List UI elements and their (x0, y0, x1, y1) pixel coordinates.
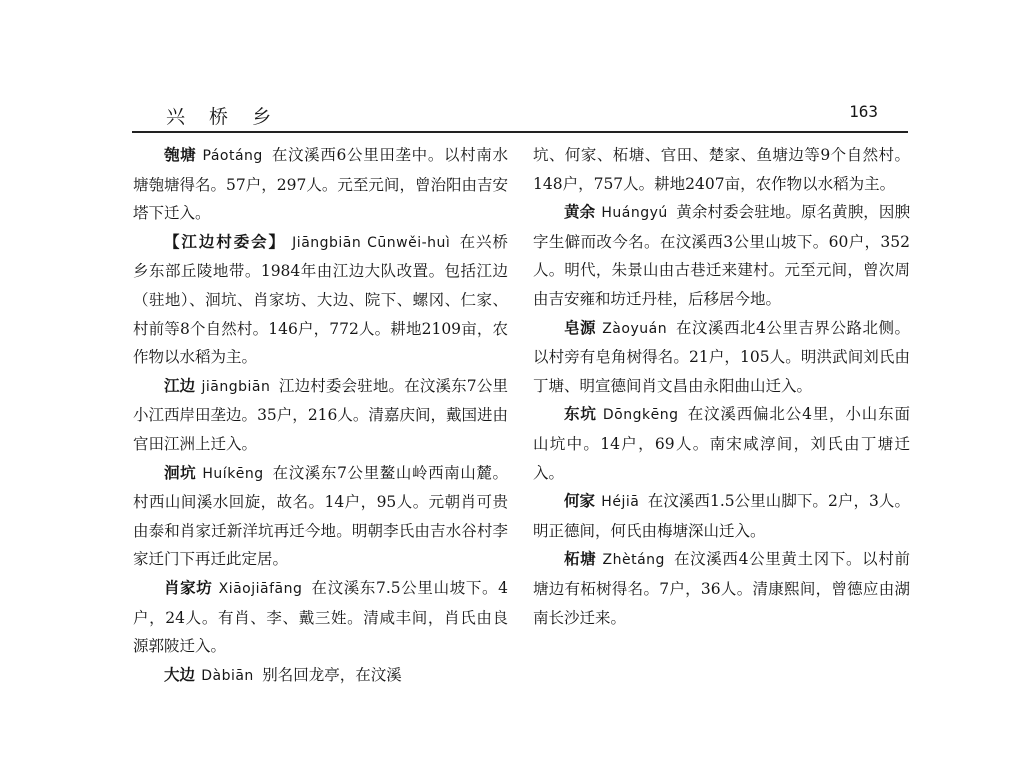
entry-name: 洄坑 (164, 462, 197, 482)
section-title: 兴 桥 乡 (166, 106, 281, 128)
right-column (533, 141, 910, 632)
entry-text: 在兴桥乡东部丘陵地带。1984年由江边大队改置。包括江边（驻地）、洄坑、肖家坊、大边、院下、螺冈、仁家、村前等8个自然村。146户，772人。耕地2109亩，农作物以水稻为主。 (133, 232, 508, 367)
left-column (133, 141, 508, 690)
entry-continuation (533, 141, 910, 198)
entry-text: 江边村委会驻地。在汶溪东7公里小江西岸田垄边。35户，216人。清嘉庆间，戴国进由官田江洲上迁入。 (133, 376, 508, 453)
entry-pinyin: Dàbiān (201, 667, 254, 684)
entry-name: 东坑 (564, 404, 597, 424)
entry-huikeng (133, 459, 508, 574)
entry-xiaojiafang (133, 574, 508, 661)
entry-text: 在汶溪西4公里黄土冈下。以村前塘边有柘树得名。7户，36人。清康熙间，曾德应由湖南长沙迁来。 (533, 550, 910, 627)
page-header (132, 98, 906, 132)
entry-text: 在汶溪西1.5公里山脚下。2户，3人。明正德间，何氏由梅塘深山迁入。 (533, 492, 910, 540)
entry-text: 在汶溪西北4公里吉界公路北侧。以村旁有皂角树得名。21户，105人。明洪武间刘氏由丁塘、明宣德间肖文昌由永阳曲山迁入。 (533, 318, 910, 395)
entry-pinyin: Dōngkēng (602, 407, 679, 424)
entry-name: 皂源 (564, 317, 597, 337)
entry-text: 坑、何家、柘塘、官田、楚家、鱼塘边等9个自然村。148户，757人。耕地2407亩，农作物以水稻为主。 (533, 146, 910, 193)
entry-pinyin: Héjiā (601, 494, 640, 511)
entry-pinyin: Huíkēng (202, 465, 264, 482)
entry-text: 在汶溪西偏北公4里，小山东面山坑中。14户，69人。南宋咸淳间，刘氏由丁塘迁入。 (533, 405, 910, 482)
entry-pinyin: Xiāojiāfāng (218, 580, 303, 597)
entry-name: 肖家坊 (164, 577, 213, 597)
entry-jiangbian-committee (133, 228, 508, 372)
page-number: 163 (849, 102, 878, 121)
entry-pinyin: Zhètáng (602, 552, 665, 569)
entry-paotang (133, 141, 508, 228)
entry-name: 大边 (164, 664, 196, 684)
entry-text: 在汶溪东7.5公里山坡下。4户，24人。有肖、李、戴三姓。清咸丰间，肖氏由良源郭陂迁入。 (133, 578, 508, 656)
entry-pinyin: Páotáng (202, 148, 263, 164)
entry-name: 匏塘 (164, 145, 197, 164)
entry-name: 江边 (164, 375, 196, 395)
entry-zhetang (533, 545, 910, 632)
entry-name: 黄余 (564, 202, 596, 222)
entry-name: 【江边村委会】 (164, 231, 286, 251)
entry-dabian (133, 661, 508, 691)
entry-pinyin: jiāngbiān (201, 378, 271, 395)
entry-zaoyuan (533, 314, 910, 401)
entry-dongkeng (533, 400, 910, 487)
entry-huangyu (533, 198, 910, 313)
entry-text: 别名回龙亭，在汶溪 (262, 665, 402, 684)
entry-jiangbian (133, 372, 508, 459)
entry-pinyin: Zàoyuán (602, 320, 668, 337)
entry-hejia (533, 487, 910, 545)
entry-name: 柘塘 (564, 549, 597, 569)
entry-text: 黄余村委会驻地。原名黄腴，因腴字生僻而改今名。在汶溪西3公里山坡下。60户，352人。明代，朱景山由古巷迁来建村。元至元间，曾次周由吉安雍和坊迁丹桂，后移居今地。 (533, 203, 910, 308)
entry-text: 在汶溪东7公里鳌山岭西南山麓。村西山间溪水回旋，故名。14户，95人。元朝肖可贵由泰和肖家迁新洋坑再迁今地。明朝李氏由吉水谷村李家迁门下再迁此定居。 (133, 463, 508, 569)
entry-pinyin: Huángyú (601, 205, 668, 222)
entry-name: 何家 (564, 491, 596, 511)
entry-text: 在汶溪西6公里田垄中。以村南水塘匏塘得名。57户，297人。元至元间，曾治阳由吉安塔下迁入。 (133, 146, 508, 223)
entry-pinyin: Jiāngbiān Cūnwěi-huì (292, 234, 451, 251)
header-rule (132, 131, 908, 133)
